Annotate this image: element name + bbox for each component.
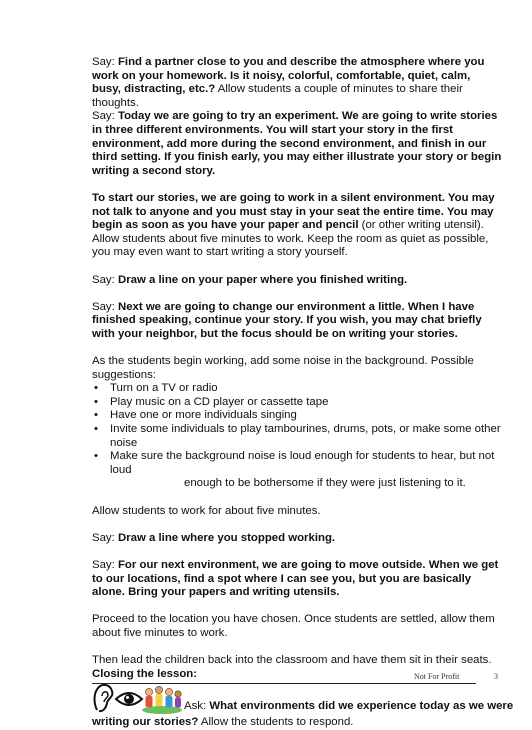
instruction-text: (or other writing utensil). [358, 219, 484, 232]
paragraph-five-minutes: Allow students about five minutes to work. Keep the room as quiet as possible, you may even want to start writing a story yourself. [92, 232, 489, 259]
list-item: • Turn on a TV or radio [92, 382, 502, 396]
paragraph-work-time: Allow students to work for about five minutes. [92, 504, 321, 517]
list-item: • Play music on a CD player or cassette tape [92, 396, 502, 410]
instruction-text: Allow the students to respond. [198, 716, 354, 729]
list-item: • Have one or more individuals singing [92, 409, 502, 423]
ask-question: writing our stories? [92, 716, 199, 729]
paragraph-noise: As the students begin working, add some noise in the background. Possible suggestions: [92, 355, 474, 381]
paragraph-outside [92, 559, 502, 600]
paragraph-experiment [92, 110, 502, 178]
ask-prompt [184, 700, 513, 714]
paragraph-silent [92, 192, 502, 233]
ear-icon [95, 685, 113, 711]
paragraph-proceed: Proceed to the location you have chosen. Once students are settled, allow them about five minutes to work. [92, 613, 495, 639]
instruction-text: Allow students a couple of minutes to share their thoughts. [92, 83, 463, 109]
say-text: Draw a line where you stopped working. [117, 531, 336, 544]
page-number: 3 [494, 672, 498, 681]
say-label: Say: [92, 56, 118, 68]
say-label: Say: [92, 273, 118, 286]
say-label: Say: [92, 110, 118, 123]
say-text: For our next environment, we are going to move outside. When we get to our locations, find a spot where I can see you, but you are basically alone. Bring your papers and writing utensils. [92, 558, 499, 599]
say-label: Say: [92, 531, 118, 544]
list-item: • Invite some individuals to play tambourines, drums, pots, or make some other noise [92, 423, 502, 450]
list-item-continuation: enough to be bothersome if they were just listening to it. [184, 477, 466, 490]
closing-icons [92, 682, 184, 714]
noise-suggestions-list [92, 382, 502, 491]
list-item [92, 450, 502, 491]
paragraph-change-environment [92, 301, 502, 342]
say-label: Say: [92, 558, 118, 571]
say-text: Next we are going to change our environment a little. When I have finished speaking, continue your story. If you wish, you may chat briefly with your neighbor, but the focus should be on writing your stories. [92, 300, 482, 340]
closing-ask-row [92, 694, 514, 716]
eye-icon [116, 693, 142, 705]
closing-heading: Closing the lesson: [92, 667, 198, 680]
paragraph-partner [92, 56, 502, 110]
say-label: Say: [92, 300, 118, 313]
paragraph-draw-line [92, 274, 502, 288]
children-icon [142, 687, 182, 715]
ask-question: What environments did we experience today as we were [209, 700, 514, 713]
say-text: To start our stories, we are going to work in a silent environment. You may not talk to anyone and you must stay in your seat the entire time. You may begin as soon as you have your paper and pencil [92, 191, 495, 232]
closing-ask-continuation [92, 716, 502, 730]
footer-text: Not For Profit [414, 672, 460, 681]
say-text: Find a partner close to you and describe the atmosphere where you work on your homework. Is it noisy, colorful, comfortable, quiet, calm, busy, distracting, etc.? [92, 56, 485, 96]
ask-label: Ask: [184, 700, 210, 713]
lesson-text [92, 56, 514, 730]
list-item-text: Make sure the background noise is loud enough for students to hear, but not loud [110, 450, 495, 476]
say-text: Today we are going to try an experiment. We are going to write stories in three different environments. You will start your story in the first environment, add more during the second environment, and finish in our third setting. If you finish early, you may either illustrate your story or begin writing a second story. [92, 110, 502, 177]
paragraph-return: Then lead the children back into the classroom and have them sit in their seats. [92, 654, 492, 667]
say-text: Draw a line on your paper where you finished writing. [117, 273, 408, 286]
paragraph-stop-line [92, 532, 502, 546]
